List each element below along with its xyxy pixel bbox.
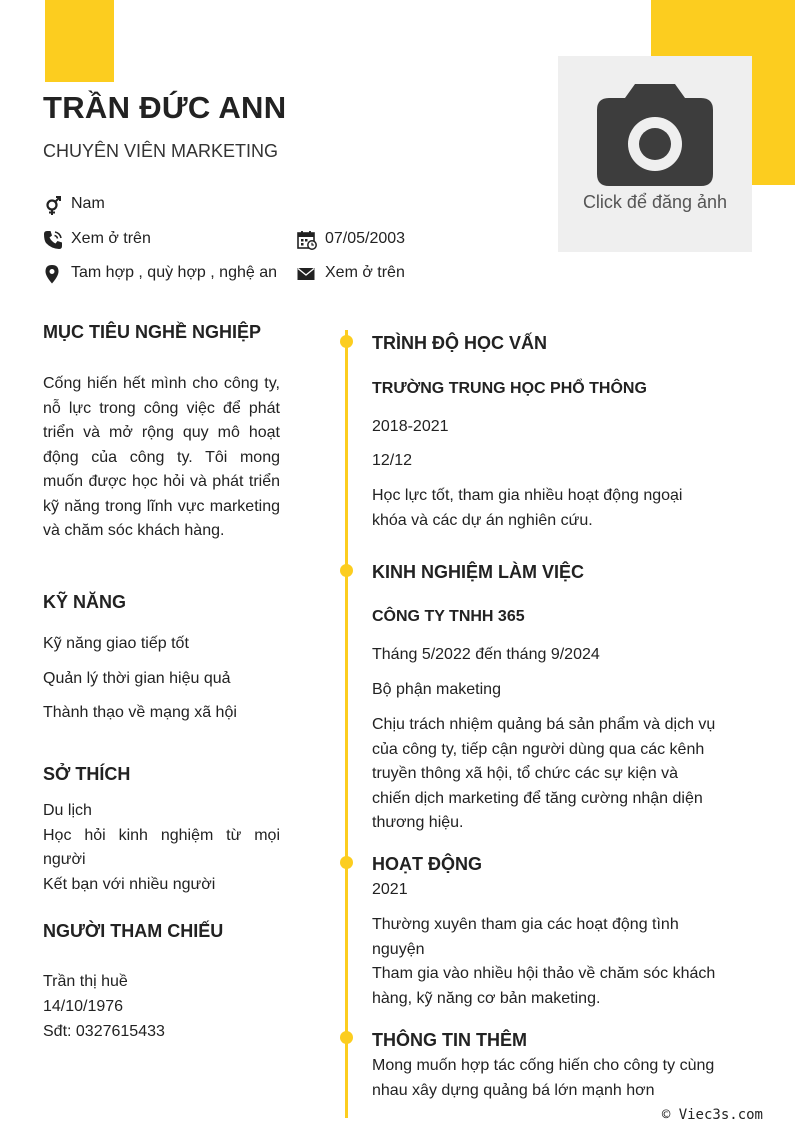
hobby-list <box>43 799 280 897</box>
skill-item: Kỹ năng giao tiếp tốt <box>43 635 189 652</box>
job-title: CHUYÊN VIÊN MARKETING <box>43 141 279 161</box>
experience-company: CÔNG TY TNHH 365 <box>372 608 525 625</box>
candidate-name: TRẦN ĐỨC ANN <box>43 90 287 125</box>
address-value: Tam hợp , quỳ hợp , nghệ an <box>71 264 277 281</box>
email-value: Xem ở trên <box>325 264 405 281</box>
timeline-dot <box>340 856 353 869</box>
objective-text: Cống hiến hết mình cho công ty, nỗ lực trong công việc để phát triển và mở rộng quy mô hoạt động của công ty. Tôi mong muốn được học hỏi và phát triển kỹ năng trong lĩnh vực marketing và chăm sóc khách hàng. <box>43 375 280 539</box>
hobby-item: Du lịch <box>43 802 92 819</box>
hobby-item: Học hỏi kinh nghiệm từ mọi người <box>43 826 280 868</box>
activities-list <box>372 913 717 1011</box>
education-period: 2018-2021 <box>372 418 449 435</box>
additional-heading: THÔNG TIN THÊM <box>372 1030 527 1050</box>
experience-heading: KINH NGHIỆM LÀM VIỆC <box>372 562 585 582</box>
experience-period: Tháng 5/2022 đến tháng 9/2024 <box>372 646 600 663</box>
camera-icon <box>597 84 713 186</box>
timeline-dot <box>340 335 353 348</box>
reference-heading: NGƯỜI THAM CHIẾU <box>43 921 224 941</box>
timeline-dot <box>340 564 353 577</box>
activity-item: Tham gia vào nhiều hội thảo về chăm sóc khách hàng, kỹ năng cơ bản maketing. <box>372 965 716 1007</box>
phone-value: Xem ở trên <box>71 230 151 247</box>
skill-item: Thành thạo về mạng xã hội <box>43 704 237 721</box>
gender-icon <box>43 195 63 215</box>
photo-caption: Click để đăng ảnh <box>582 192 728 212</box>
education-grade: 12/12 <box>372 452 413 469</box>
gender-row <box>43 195 293 217</box>
gender-value: Nam <box>71 195 105 212</box>
timeline-dot <box>340 1031 353 1044</box>
activities-heading: HOẠT ĐỘNG <box>372 854 482 874</box>
hobby-item: Kết bạn với nhiều người <box>43 875 216 893</box>
address-row <box>43 264 293 286</box>
phone-icon <box>43 230 63 250</box>
activities-year: 2021 <box>372 881 408 898</box>
phone-row <box>43 230 293 252</box>
skills-heading: KỸ NĂNG <box>43 592 127 612</box>
education-heading: TRÌNH ĐỘ HỌC VẤN <box>372 333 547 353</box>
calendar-icon <box>297 230 317 250</box>
timeline-line <box>345 330 348 1118</box>
reference-phone: Sđt: 0327615433 <box>43 1023 165 1040</box>
location-pin-icon <box>43 264 63 284</box>
copyright-text: © Viec3s.com <box>661 1107 763 1123</box>
birthdate-row <box>297 230 497 252</box>
experience-department: Bộ phận maketing <box>372 681 501 698</box>
objective-heading: MỤC TIÊU NGHỀ NGHIỆP <box>43 322 262 342</box>
email-row <box>297 264 497 286</box>
reference-name: Trần thị huề <box>43 973 128 990</box>
experience-description: Chịu trách nhiệm quảng bá sản phẩm và dịch vụ của công ty, tiếp cận người dùng qua các kênh truyền thông xã hội, tổ chức các sự kiện và chiến dịch marketing để tăng cường nhận diện thương hiệu. <box>372 716 716 831</box>
hobbies-heading: SỞ THÍCH <box>43 764 131 784</box>
birthdate-value: 07/05/2003 <box>325 230 406 247</box>
activity-item: Thường xuyên tham gia các hoạt động tình nguyện <box>372 916 679 958</box>
reference-date: 14/10/1976 <box>43 998 124 1015</box>
photo-upload[interactable] <box>558 56 752 252</box>
accent-bar-left <box>45 0 114 82</box>
skill-item: Quản lý thời gian hiệu quả <box>43 670 231 687</box>
education-description: Học lực tốt, tham gia nhiều hoạt động ngoại khóa và các dự án nghiên cứu. <box>372 487 683 529</box>
education-school: TRƯỜNG TRUNG HỌC PHỔ THÔNG <box>372 380 647 397</box>
additional-text: Mong muốn hợp tác cống hiến cho công ty cùng nhau xây dựng quảng bá lớn mạnh hơn <box>372 1057 715 1099</box>
envelope-icon <box>297 264 317 284</box>
